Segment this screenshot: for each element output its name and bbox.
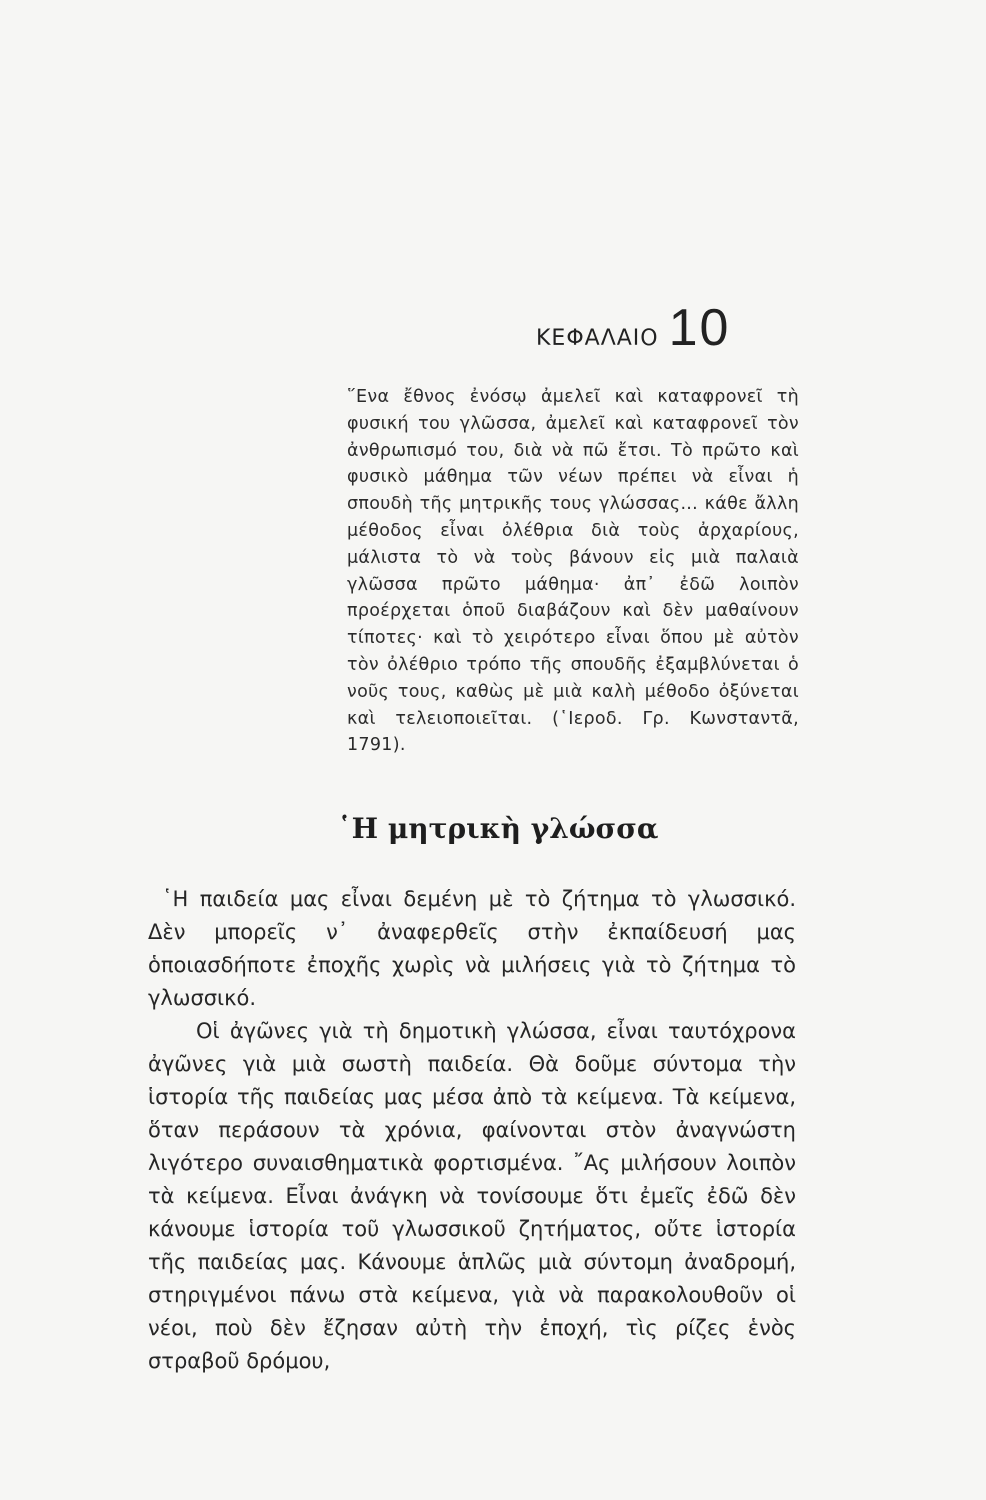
body-paragraph: ῾Η παιδεία μας εἶναι δεμένη μὲ τὸ ζήτημα τὸ γλωσσικό. Δὲν μπορεῖς ν᾽ ἀναφερθεῖς στὴν ἐκπαίδευσή μας ὁποιασδήποτε ἐποχῆς χωρὶς νὰ μιλήσεις γιὰ τὸ ζήτημα τὸ γλωσσικό. xyxy=(148,887,796,1010)
body-text xyxy=(148,883,796,1378)
epigraph-quote: ῞Ενα ἔθνος ἐνόσῳ ἀμελεῖ καὶ καταφρονεῖ τὴ φυσική του γλῶσσα, ἀμελεῖ καὶ καταφρονεῖ τὸν ἀνθρωπισμό του, διὰ νὰ πῶ ἔτσι. Τὸ πρῶτο καὶ φυσικὸ μάθημα τῶν νέων πρέπει νὰ εἶναι ἡ σπουδὴ τῆς μητρικῆς τους γλώσσας... κάθε ἄλλη μέθοδος εἶναι ὀλέθρια διὰ τοὺς ἀρχαρίους, μάλιστα τὸ νὰ τοὺς βάνουν εἰς μιὰ παλαιὰ γλῶσσα πρῶτο μάθημα· ἀπ᾽ ἐδῶ λοιπὸν προέρχεται ὁποῦ διαβάζουν καὶ δὲν μαθαίνουν τίποτες· καὶ τὸ χειρότερο εἶναι ὅπου μὲ αὐτὸν τὸν ὀλέθριο τρόπο τῆς σπουδῆς ἐξαμβλύνεται ὁ νοῦς τους, καθὼς μὲ μιὰ καλὴ μέθοδο ὀξύνεται καὶ τελειοποιεῖται. (῾Ιεροδ. Γρ. Κωνσταντᾶ, 1791). xyxy=(347,387,799,756)
section-title: ῾Η μητρικὴ γλώσσα xyxy=(337,812,659,845)
chapter-number: 10 xyxy=(668,299,731,357)
chapter-heading xyxy=(536,298,730,358)
chapter-label: ΚΕΦΑΛΑΙΟ xyxy=(536,326,659,351)
body-paragraph: Οἱ ἀγῶνες γιὰ τὴ δημοτικὴ γλώσσα, εἶναι ταυτόχρονα ἀγῶνες γιὰ μιὰ σωστὴ παιδεία. Θὰ δοῦμε σύντομα τὴν ἱστορία τῆς παιδείας μας μέσα ἀπὸ τὰ κείμενα. Τὰ κείμενα, ὅταν περάσουν τὰ χρόνια, φαίνονται στὸν ἀναγνώστη λιγότερο συναισθηματικὰ φορτισμένα. ῎Ας μιλήσουν λοιπὸν τὰ κείμενα. Εἶναι ἀνάγκη νὰ τονίσουμε ὅτι ἐμεῖς ἐδῶ δὲν κάνουμε ἱστορία τοῦ γλωσσικοῦ ζητήματος, οὔτε ἱστορία τῆς παιδείας μας. Κάνουμε ἁπλῶς μιὰ σύντομη ἀναδρομή, στηριγμένοι πάνω στὰ κείμενα, γιὰ νὰ παρακολουθοῦν οἱ νέοι, ποὺ δὲν ἔζησαν αὐτὴ τὴν ἐποχή, τὶς ρίζες ἑνὸς στραβοῦ δρόμου, xyxy=(148,1019,796,1373)
